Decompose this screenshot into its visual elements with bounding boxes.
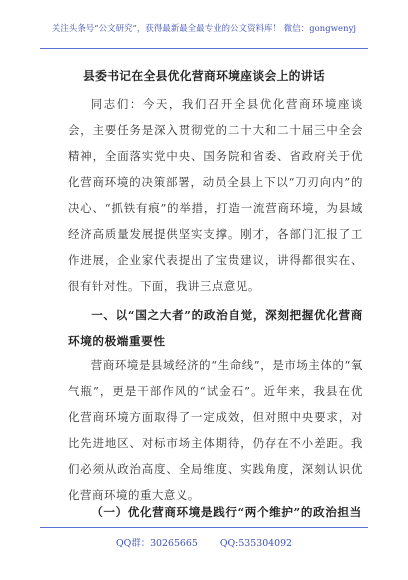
footer-divider xyxy=(40,527,368,528)
document-title: 县委书记在全县优化营商环境座谈会上的讲话 xyxy=(83,69,325,83)
paragraph-section-1: 营商环境是县域经济的“生命线”，是市场主体的“氧气瓶”，更是干部作风的“试金石”。近年来，我县在优化营商环境方面取得了一定成效，但对照中央要求，对比先进地区、对标市场主体期待，仍存在不小差距。我们必须从政治高度、全局维度、实践角度，深刻认识优化营商环境的重大意义。 xyxy=(68,358,363,502)
subsection-heading-1: （一）优化营商环境是践行“两个维护”的政治担当 xyxy=(91,505,362,519)
section-heading-1: 一、以“国之大者”的政治自觉，深刻把握优化营商环境的极端重要性 xyxy=(68,308,363,348)
footer-contact xyxy=(0,535,408,549)
footer-qq: QQ:535304092 xyxy=(219,538,293,549)
header-notice: 关注头条号“公文研究”，获得最新最全最专业的公文资料库！ 微信：gongwenyj xyxy=(51,23,357,33)
paragraph-opening: 同志们：今天，我们召开全县优化营商环境座谈会，主要任务是深入贯彻党的二十大和二十届三中全会精神，全面落实党中央、国务院和省委、省政府关于优化营商环境的决策部署，动员全县上下以“刀刃向内”的决心、“抓铁有痕”的举措，打造一流营商环境，为县域经济高质量发展提供坚实支撑。刚才，各部门汇报了工作进展，企业家代表提出了宝贵建议，讲得都很实在、很有针对性。下面，我讲三点意见。 xyxy=(68,97,363,293)
footer-qq-group: QQ群：30265665 xyxy=(115,538,198,549)
header-divider xyxy=(40,48,368,49)
